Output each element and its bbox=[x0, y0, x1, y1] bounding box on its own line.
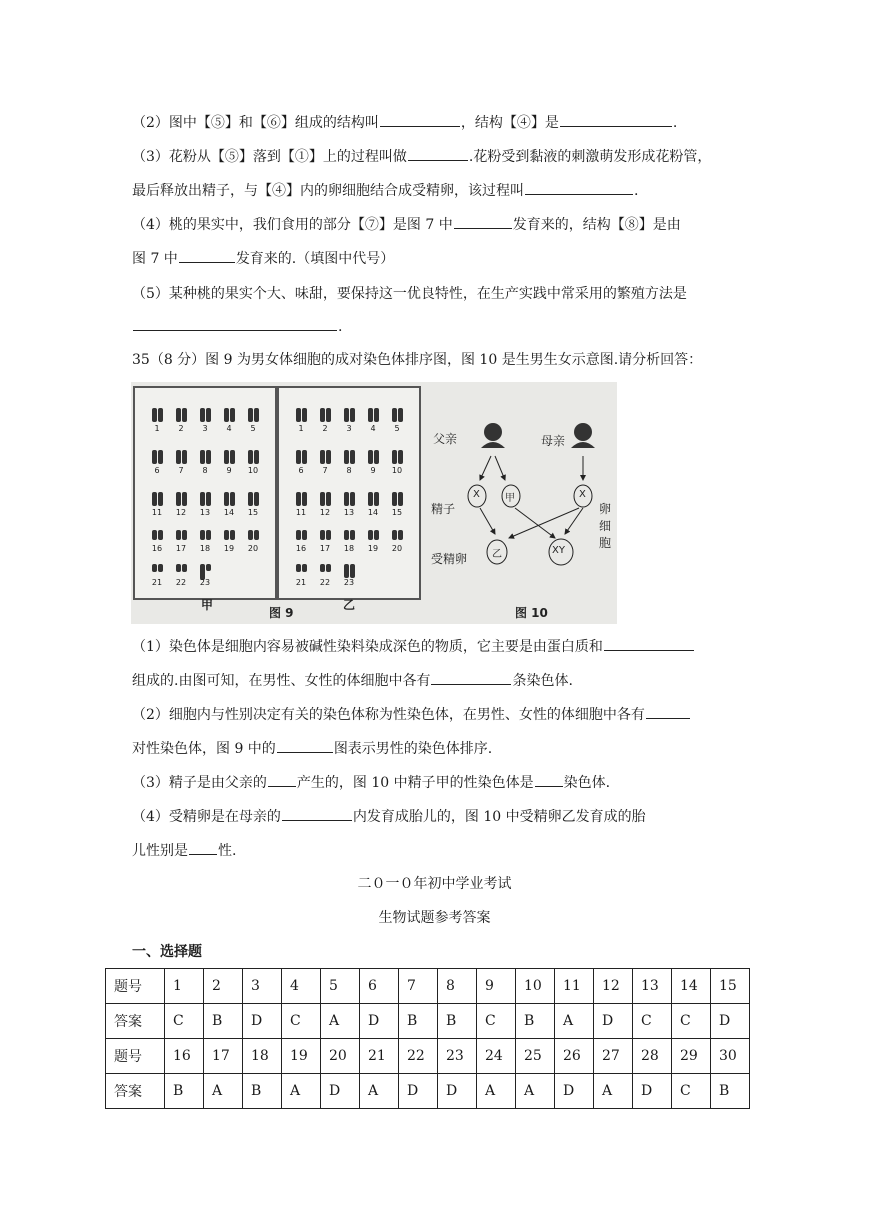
answer-key-subtitle: 生物试题参考答案 bbox=[378, 910, 491, 926]
table-cell: A bbox=[555, 1004, 594, 1039]
table-cell: C bbox=[282, 1004, 321, 1039]
table-cell: 15 bbox=[711, 969, 750, 1004]
q34-part4-cont: 图 7 中 发育来的.（填图中代号） bbox=[132, 248, 394, 269]
table-cell: A bbox=[516, 1074, 555, 1109]
table-cell: 26 bbox=[555, 1039, 594, 1074]
table-row bbox=[106, 1074, 750, 1109]
answer-blank[interactable] bbox=[604, 636, 694, 651]
q34-part5-cont: . bbox=[132, 316, 342, 337]
zygote-xy-text: XY bbox=[552, 545, 565, 556]
answer-blank[interactable] bbox=[525, 180, 633, 195]
answer-key-title: 二０一０年初中学业考试 bbox=[357, 876, 512, 892]
chromosome-figure bbox=[131, 382, 617, 624]
answer-blank[interactable] bbox=[277, 738, 333, 753]
table-cell: 8 bbox=[438, 969, 477, 1004]
table-cell: A bbox=[321, 1004, 360, 1039]
table-cell: D bbox=[633, 1074, 672, 1109]
figure-10-caption: 图 10 bbox=[515, 606, 548, 620]
chromosome-row bbox=[149, 408, 261, 422]
table-cell: 22 bbox=[399, 1039, 438, 1074]
table-cell: 6 bbox=[360, 969, 399, 1004]
row-header-cell: 题号 bbox=[106, 1039, 165, 1074]
table-cell: A bbox=[204, 1074, 243, 1109]
q35-part2: （2）细胞内与性别决定有关的染色体称为性染色体，在男性、女性的体细胞中各有 bbox=[132, 704, 691, 725]
egg-x-text: X bbox=[579, 489, 586, 500]
table-cell: C bbox=[477, 1004, 516, 1039]
table-cell: 9 bbox=[477, 969, 516, 1004]
table-cell: D bbox=[594, 1004, 633, 1039]
arrow bbox=[565, 508, 583, 534]
table-cell: 18 bbox=[243, 1039, 282, 1074]
arrow bbox=[480, 456, 491, 480]
table-cell: D bbox=[321, 1074, 360, 1109]
table-cell: 7 bbox=[399, 969, 438, 1004]
table-cell: 23 bbox=[438, 1039, 477, 1074]
answer-blank[interactable] bbox=[431, 670, 511, 685]
answer-blank[interactable] bbox=[268, 772, 296, 787]
table-row bbox=[106, 1004, 750, 1039]
q35-part3: （3）精子是由父亲的 产生的，图 10 中精子甲的性染色体是 染色体. bbox=[132, 772, 610, 793]
table-cell: D bbox=[555, 1074, 594, 1109]
arrow bbox=[509, 508, 579, 538]
table-cell: D bbox=[438, 1074, 477, 1109]
answer-blank[interactable] bbox=[408, 146, 468, 161]
figure-9-caption: 图 9 bbox=[269, 606, 294, 620]
table-cell: A bbox=[477, 1074, 516, 1109]
table-cell: 11 bbox=[555, 969, 594, 1004]
answer-blank[interactable] bbox=[189, 840, 217, 855]
table-cell: 10 bbox=[516, 969, 555, 1004]
zygote-label: 受精卵 bbox=[431, 552, 468, 566]
mother-body-icon bbox=[571, 442, 595, 448]
q34-part3-cont: 最后释放出精子，与【④】内的卵细胞结合成受精卵，该过程叫 . bbox=[132, 180, 638, 201]
q34-part2: （2）图中【⑤】和【⑥】组成的结构叫 ，结构【④】是 . bbox=[132, 112, 677, 133]
table-row bbox=[106, 1039, 750, 1074]
arrow bbox=[480, 508, 495, 534]
chromosome-row bbox=[149, 492, 261, 506]
table-cell: 1 bbox=[165, 969, 204, 1004]
answer-table bbox=[105, 968, 750, 1109]
table-cell: 24 bbox=[477, 1039, 516, 1074]
table-cell: 20 bbox=[321, 1039, 360, 1074]
chromosome-row bbox=[293, 530, 405, 544]
table-cell: 21 bbox=[360, 1039, 399, 1074]
egg-label: 卵细胞 bbox=[599, 502, 612, 550]
father-head-icon bbox=[484, 423, 502, 441]
table-cell: 17 bbox=[204, 1039, 243, 1074]
chromosome-row bbox=[149, 530, 261, 544]
table-cell: C bbox=[633, 1004, 672, 1039]
table-cell: D bbox=[360, 1004, 399, 1039]
table-cell: 16 bbox=[165, 1039, 204, 1074]
table-cell: A bbox=[594, 1074, 633, 1109]
q34-part4: （4）桃的果实中，我们食用的部分【⑦】是图 7 中 发育来的，结构【⑧】是由 bbox=[132, 214, 681, 235]
answer-blank[interactable] bbox=[133, 316, 337, 331]
table-cell: C bbox=[672, 1004, 711, 1039]
table-cell: 14 bbox=[672, 969, 711, 1004]
q35-part4: （4）受精卵是在母亲的 内发育成胎儿的，图 10 中受精卵乙发育成的胎 bbox=[132, 806, 646, 827]
table-cell: 5 bbox=[321, 969, 360, 1004]
table-cell: 27 bbox=[594, 1039, 633, 1074]
q34-part5: （5）某种桃的果实个大、味甜，要保持这一优良特性，在生产实践中常采用的繁殖方法是 bbox=[132, 286, 687, 302]
row-header-cell: 答案 bbox=[106, 1074, 165, 1109]
table-cell: C bbox=[672, 1074, 711, 1109]
table-cell: B bbox=[399, 1004, 438, 1039]
chromosome-row bbox=[293, 492, 405, 506]
q35-part2-cont: 对性染色体，图 9 中的 图表示男性的染色体排序. bbox=[132, 738, 492, 759]
sperm-jia-text: 甲 bbox=[505, 493, 515, 504]
chromosome-row bbox=[293, 564, 357, 578]
table-cell: D bbox=[711, 1004, 750, 1039]
answer-blank[interactable] bbox=[454, 214, 512, 229]
q35-intro: 35（8 分）图 9 为男女体细胞的成对染色体排序图，图 10 是生男生女示意图.请分析回答： bbox=[132, 352, 703, 368]
arrow bbox=[515, 508, 555, 538]
table-cell: 30 bbox=[711, 1039, 750, 1074]
arrow bbox=[495, 456, 505, 480]
row-header-cell: 答案 bbox=[106, 1004, 165, 1039]
chromosome-row bbox=[149, 450, 261, 464]
row-header-cell: 题号 bbox=[106, 969, 165, 1004]
table-cell: B bbox=[243, 1074, 282, 1109]
answer-blank[interactable] bbox=[560, 112, 672, 127]
answer-blank[interactable] bbox=[179, 248, 235, 263]
q35-part4-cont: 儿性别是 性. bbox=[132, 840, 236, 861]
table-cell: B bbox=[516, 1004, 555, 1039]
section-heading: 一、选择题 bbox=[132, 944, 202, 960]
table-cell: A bbox=[360, 1074, 399, 1109]
table-cell: C bbox=[165, 1004, 204, 1039]
mother-head-icon bbox=[574, 423, 592, 441]
chromosome-row bbox=[293, 408, 405, 422]
answer-blank[interactable] bbox=[646, 704, 690, 719]
table-cell: D bbox=[399, 1074, 438, 1109]
answer-blank[interactable] bbox=[282, 806, 352, 821]
father-body-icon bbox=[481, 442, 505, 448]
table-cell: 28 bbox=[633, 1039, 672, 1074]
table-cell: D bbox=[243, 1004, 282, 1039]
table-cell: 12 bbox=[594, 969, 633, 1004]
panel-label-yi: 乙 bbox=[343, 598, 356, 612]
q35-part1: （1）染色体是细胞内容易被碱性染料染成深色的物质，它主要是由蛋白质和 bbox=[132, 636, 695, 657]
table-cell: A bbox=[282, 1074, 321, 1109]
table-cell: 29 bbox=[672, 1039, 711, 1074]
sperm-x-text: X bbox=[473, 489, 480, 500]
mother-label: 母亲 bbox=[541, 434, 566, 448]
table-cell: 19 bbox=[282, 1039, 321, 1074]
sperm-label: 精子 bbox=[431, 502, 456, 516]
table-cell: 4 bbox=[282, 969, 321, 1004]
panel-label-jia: 甲 bbox=[201, 598, 214, 612]
table-cell: B bbox=[165, 1074, 204, 1109]
zygote-yi-text: 乙 bbox=[492, 549, 502, 560]
table-row bbox=[106, 969, 750, 1004]
karyotype-panel-jia: 1 2 3 4 5 6 7 8 9 10 11 12 13 14 15 16 17 18 19 20 21 22 23 bbox=[133, 386, 277, 600]
father-label: 父亲 bbox=[433, 432, 458, 446]
table-cell: B bbox=[711, 1074, 750, 1109]
table-cell: B bbox=[204, 1004, 243, 1039]
karyotype-panel-yi: 1 2 3 4 5 6 7 8 9 10 11 12 13 14 15 16 17 18 19 20 21 22 23 bbox=[277, 386, 421, 600]
q35-part1-cont: 组成的.由图可知，在男性、女性的体细胞中各有 条染色体. bbox=[132, 670, 573, 691]
table-cell: 2 bbox=[204, 969, 243, 1004]
chromosome-row bbox=[149, 564, 213, 578]
table-cell: 25 bbox=[516, 1039, 555, 1074]
table-cell: 3 bbox=[243, 969, 282, 1004]
answer-blank[interactable] bbox=[380, 112, 460, 127]
chromosome-row bbox=[293, 450, 405, 464]
table-cell: 13 bbox=[633, 969, 672, 1004]
answer-blank[interactable] bbox=[535, 772, 563, 787]
q34-part3: （3）花粉从【⑤】落到【①】上的过程叫做 .花粉受到黏液的刺激萌发形成花粉管， bbox=[132, 146, 711, 167]
table-cell: B bbox=[438, 1004, 477, 1039]
